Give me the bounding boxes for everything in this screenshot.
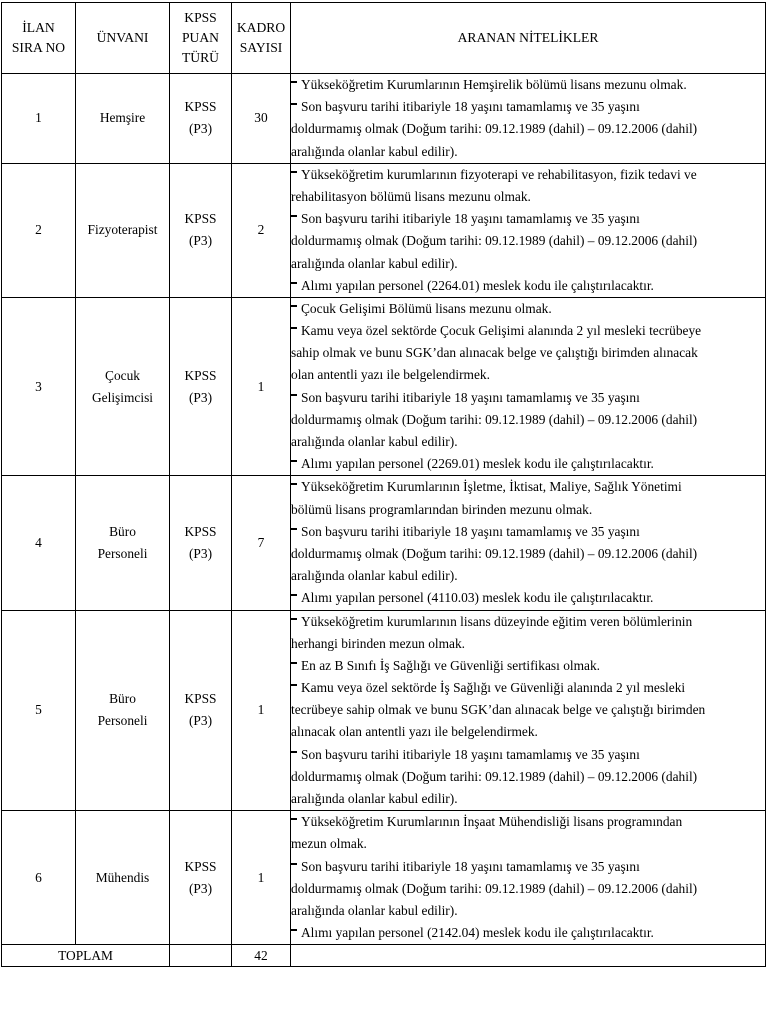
kpss-text: KPSS xyxy=(184,99,217,115)
requirement-text: aralığında olanlar kabul edilir). xyxy=(291,791,458,806)
requirement-text: aralığında olanlar kabul edilir). xyxy=(291,902,458,918)
sira-no-text: 3 xyxy=(35,378,42,394)
unvan-text: Büro xyxy=(109,691,136,707)
requirement-line xyxy=(291,521,765,543)
sira-no-text: 2 xyxy=(35,222,42,238)
kpss-cell xyxy=(170,74,232,164)
table-row xyxy=(2,163,766,297)
sira-no-cell xyxy=(2,74,76,164)
requirement-text: doldurmamış olmak (Doğum tarihi: 09.12.1989 (dahil) – 09.12.2006 (dahil) xyxy=(291,233,698,249)
bullet-dash-icon xyxy=(291,305,297,307)
bullet-dash-icon xyxy=(291,460,297,462)
kpss-text: (P3) xyxy=(188,233,213,249)
bullet-dash-icon xyxy=(291,528,297,530)
kpss-cell xyxy=(170,811,232,945)
requirement-text: aralığında olanlar kabul edilir). xyxy=(291,143,458,159)
requirement-line xyxy=(291,611,765,633)
requirement-text: Son başvuru tarihi itibariyle 18 yaşını tamamlamış ve 35 yaşını xyxy=(301,858,640,874)
requirement-text: bölümü lisans programlarından birinden mezunu olmak. xyxy=(291,501,593,517)
kpss-text: KPSS xyxy=(184,367,217,383)
requirement-line xyxy=(291,587,765,609)
bullet-dash-icon xyxy=(291,594,297,596)
kpss-cell xyxy=(170,610,232,811)
requirement-line xyxy=(291,633,765,655)
requirement-line xyxy=(291,186,765,208)
unvan-cell xyxy=(76,163,170,297)
requirements-cell xyxy=(291,74,766,164)
requirement-text: Yükseköğretim Kurumlarının İnşaat Mühendisliği lisans programından xyxy=(301,814,683,830)
requirement-line xyxy=(291,811,765,833)
requirement-line xyxy=(291,900,765,922)
kadro-text: 30 xyxy=(254,110,268,126)
sira-no-text: 4 xyxy=(35,534,42,550)
table-row xyxy=(2,476,766,610)
kpss-text: (P3) xyxy=(188,545,213,561)
requirements-cell xyxy=(291,163,766,297)
requirement-text: olan antentli yazı ile belgelendirmek. xyxy=(291,367,490,383)
requirement-text: aralığında olanlar kabul edilir). xyxy=(291,434,458,449)
kpss-text: KPSS xyxy=(184,691,217,707)
bullet-dash-icon xyxy=(291,327,297,329)
requirement-line xyxy=(291,409,765,431)
header-sira-line: SIRA NO xyxy=(11,40,66,55)
requirement-text: Çocuk Gelişimi Bölümü lisans mezunu olmak. xyxy=(301,300,552,316)
requirement-line xyxy=(291,699,765,721)
requirement-text: mezun olmak. xyxy=(291,836,367,852)
total-empty-cell xyxy=(170,945,232,967)
requirement-text: Kamu veya özel sektörde İş Sağlığı ve Güvenliği alanında 2 yıl mesleki xyxy=(301,680,686,696)
table-row xyxy=(2,74,766,164)
unvan-cell xyxy=(76,74,170,164)
bullet-dash-icon xyxy=(291,818,297,820)
bullet-dash-icon xyxy=(291,929,297,931)
requirement-line xyxy=(291,878,765,900)
requirement-line xyxy=(291,118,765,140)
total-empty-requirements xyxy=(291,945,766,967)
job-listing-table xyxy=(1,2,766,967)
requirement-line xyxy=(291,275,765,297)
requirement-line xyxy=(291,320,765,342)
requirement-line xyxy=(291,677,765,699)
unvan-text: Gelişimcisi xyxy=(92,389,153,405)
header-kadro-line: SAYISI xyxy=(239,40,283,55)
header-sira-no xyxy=(2,3,76,74)
requirement-line xyxy=(291,856,765,878)
requirement-line xyxy=(291,164,765,186)
requirement-line xyxy=(291,96,765,118)
requirement-line xyxy=(291,342,765,364)
requirement-text: alınacak olan antentli yazı ile belgelendirmek. xyxy=(291,724,538,740)
requirement-line xyxy=(291,230,765,252)
requirement-text: doldurmamış olmak (Doğum tarihi: 09.12.1989 (dahil) – 09.12.2006 (dahil) xyxy=(291,411,698,427)
unvan-cell xyxy=(76,610,170,811)
bullet-dash-icon xyxy=(291,662,297,664)
total-value: 42 xyxy=(232,945,291,967)
requirement-text: doldurmamış olmak (Doğum tarihi: 09.12.1989 (dahil) – 09.12.2006 (dahil) xyxy=(291,545,698,561)
unvan-text: Çocuk xyxy=(105,367,140,383)
kadro-text: 1 xyxy=(257,378,265,394)
unvan-text: Mühendis xyxy=(95,869,150,885)
requirement-line xyxy=(291,833,765,855)
bullet-dash-icon xyxy=(291,618,297,620)
requirement-text: Yükseköğretim Kurumlarının İşletme, İktisat, Maliye, Sağlık Yönetimi xyxy=(301,479,682,495)
sira-no-cell xyxy=(2,297,76,476)
header-aranan-nitelikler: ARANAN NİTELİKLER xyxy=(291,3,766,74)
kpss-cell xyxy=(170,297,232,476)
kpss-text: KPSS xyxy=(184,523,217,539)
requirement-line xyxy=(291,74,765,96)
unvan-cell xyxy=(76,297,170,476)
unvan-text: Personeli xyxy=(97,713,148,729)
kadro-cell xyxy=(232,476,291,610)
bullet-dash-icon xyxy=(291,282,297,284)
requirement-line xyxy=(291,298,765,320)
kpss-text: (P3) xyxy=(188,121,213,137)
table-row xyxy=(2,811,766,945)
requirement-line xyxy=(291,922,765,944)
bullet-dash-icon xyxy=(291,483,297,485)
unvan-cell xyxy=(76,811,170,945)
kadro-cell xyxy=(232,74,291,164)
requirements-cell xyxy=(291,476,766,610)
requirement-line xyxy=(291,721,765,743)
header-kpss-line: TÜRÜ xyxy=(181,50,219,65)
header-sira-line: İLAN xyxy=(22,20,55,35)
requirement-text: rehabilitasyon bölümü lisans mezunu olmak. xyxy=(291,188,531,204)
requirement-line xyxy=(291,655,765,677)
requirement-text: Alımı yapılan personel (2142.04) meslek kodu ile çalıştırılacaktır. xyxy=(301,925,654,941)
kadro-text: 2 xyxy=(257,222,265,238)
total-label: TOPLAM xyxy=(2,945,170,967)
requirements-cell xyxy=(291,610,766,811)
bullet-dash-icon xyxy=(291,863,297,865)
kadro-cell xyxy=(232,297,291,476)
requirement-line xyxy=(291,744,765,766)
header-kpss-puan-turu xyxy=(170,3,232,74)
kpss-cell xyxy=(170,476,232,610)
sira-no-text: 5 xyxy=(35,702,42,718)
header-kadro-sayisi xyxy=(232,3,291,74)
unvan-text: Personeli xyxy=(97,545,148,561)
bullet-dash-icon xyxy=(291,751,297,753)
requirement-text: Son başvuru tarihi itibariyle 18 yaşını tamamlamış ve 35 yaşını xyxy=(301,746,640,762)
table-row xyxy=(2,297,766,476)
header-kpss-line: PUAN xyxy=(181,30,219,45)
requirement-text: Alımı yapılan personel (2264.01) meslek kodu ile çalıştırılacaktır. xyxy=(301,277,654,293)
requirement-text: Son başvuru tarihi itibariyle 18 yaşını tamamlamış ve 35 yaşını xyxy=(301,211,640,227)
requirement-line xyxy=(291,253,765,275)
sira-no-text: 1 xyxy=(35,110,42,126)
requirement-line xyxy=(291,364,765,386)
requirement-text: tecrübeye sahip olmak ve bunu SGK’dan alınacak belge ve çalıştığı birimden xyxy=(291,702,706,718)
requirements-cell xyxy=(291,811,766,945)
kpss-text: KPSS xyxy=(184,858,217,874)
requirement-line xyxy=(291,208,765,230)
sira-no-cell xyxy=(2,610,76,811)
requirements-cell xyxy=(291,297,766,476)
requirement-text: doldurmamış olmak (Doğum tarihi: 09.12.1989 (dahil) – 09.12.2006 (dahil) xyxy=(291,121,698,137)
kadro-cell xyxy=(232,811,291,945)
requirement-line xyxy=(291,387,765,409)
requirement-text: En az B Sınıfı İş Sağlığı ve Güvenliği sertifikası olmak. xyxy=(301,657,601,673)
table-body xyxy=(2,74,766,945)
requirement-line xyxy=(291,766,765,788)
header-unvan: ÜNVANI xyxy=(76,3,170,74)
requirement-text: aralığında olanlar kabul edilir). xyxy=(291,255,458,271)
requirement-line xyxy=(291,476,765,498)
bullet-dash-icon xyxy=(291,684,297,686)
requirement-text: herhangi birinden mezun olmak. xyxy=(291,635,466,651)
bullet-dash-icon xyxy=(291,103,297,105)
unvan-text: Büro xyxy=(109,523,136,539)
requirement-line xyxy=(291,565,765,587)
requirement-text: Yükseköğretim Kurumlarının Hemşirelik bölümü lisans mezunu olmak. xyxy=(301,77,687,92)
requirement-line xyxy=(291,499,765,521)
requirement-text: Yükseköğretim kurumlarının lisans düzeyinde eğitim veren bölümlerinin xyxy=(301,613,693,629)
requirement-text: Yükseköğretim kurumlarının fizyoterapi ve rehabilitasyon, fizik tedavi ve xyxy=(301,166,697,182)
table-row xyxy=(2,610,766,811)
kpss-text: (P3) xyxy=(188,389,213,405)
header-row xyxy=(2,3,766,74)
requirement-text: Alımı yapılan personel (4110.03) meslek kodu ile çalıştırılacaktır. xyxy=(301,590,654,606)
header-kpss-line: KPSS xyxy=(184,10,217,25)
bullet-dash-icon xyxy=(291,394,297,396)
requirement-line xyxy=(291,543,765,565)
requirement-text: doldurmamış olmak (Doğum tarihi: 09.12.1989 (dahil) – 09.12.2006 (dahil) xyxy=(291,880,698,896)
requirement-text: Alımı yapılan personel (2269.01) meslek kodu ile çalıştırılacaktır. xyxy=(301,456,654,472)
requirement-text: aralığında olanlar kabul edilir). xyxy=(291,568,458,584)
unvan-text: Fizyoterapist xyxy=(87,222,158,238)
kpss-text: (P3) xyxy=(188,880,213,896)
requirement-line xyxy=(291,453,765,475)
sira-no-text: 6 xyxy=(35,869,42,885)
requirement-text: Kamu veya özel sektörde Çocuk Gelişimi alanında 2 yıl mesleki tecrübeye xyxy=(301,323,702,339)
requirement-line xyxy=(291,141,765,163)
kadro-text: 7 xyxy=(257,534,265,550)
requirement-text: Son başvuru tarihi itibariyle 18 yaşını tamamlamış ve 35 yaşını xyxy=(301,99,640,115)
kadro-cell xyxy=(232,163,291,297)
requirement-text: sahip olmak ve bunu SGK’dan alınacak belge ve çalıştığı birimden alınacak xyxy=(291,345,698,361)
header-kadro-line: KADRO xyxy=(236,20,286,35)
requirement-text: Son başvuru tarihi itibariyle 18 yaşını tamamlamış ve 35 yaşını xyxy=(301,523,640,539)
kpss-cell xyxy=(170,163,232,297)
requirement-line xyxy=(291,431,765,453)
total-row xyxy=(2,945,766,967)
kadro-text: 1 xyxy=(257,702,265,718)
bullet-dash-icon xyxy=(291,81,297,83)
requirement-text: doldurmamış olmak (Doğum tarihi: 09.12.1989 (dahil) – 09.12.2006 (dahil) xyxy=(291,768,698,784)
requirement-line xyxy=(291,788,765,810)
sira-no-cell xyxy=(2,476,76,610)
kpss-text: (P3) xyxy=(188,713,213,729)
requirement-text: Son başvuru tarihi itibariyle 18 yaşını tamamlamış ve 35 yaşını xyxy=(301,389,640,405)
bullet-dash-icon xyxy=(291,171,297,173)
kadro-cell xyxy=(232,610,291,811)
sira-no-cell xyxy=(2,811,76,945)
unvan-cell xyxy=(76,476,170,610)
sira-no-cell xyxy=(2,163,76,297)
unvan-text: Hemşire xyxy=(99,110,146,126)
bullet-dash-icon xyxy=(291,215,297,217)
kadro-text: 1 xyxy=(257,869,265,885)
kpss-text: KPSS xyxy=(184,211,217,227)
